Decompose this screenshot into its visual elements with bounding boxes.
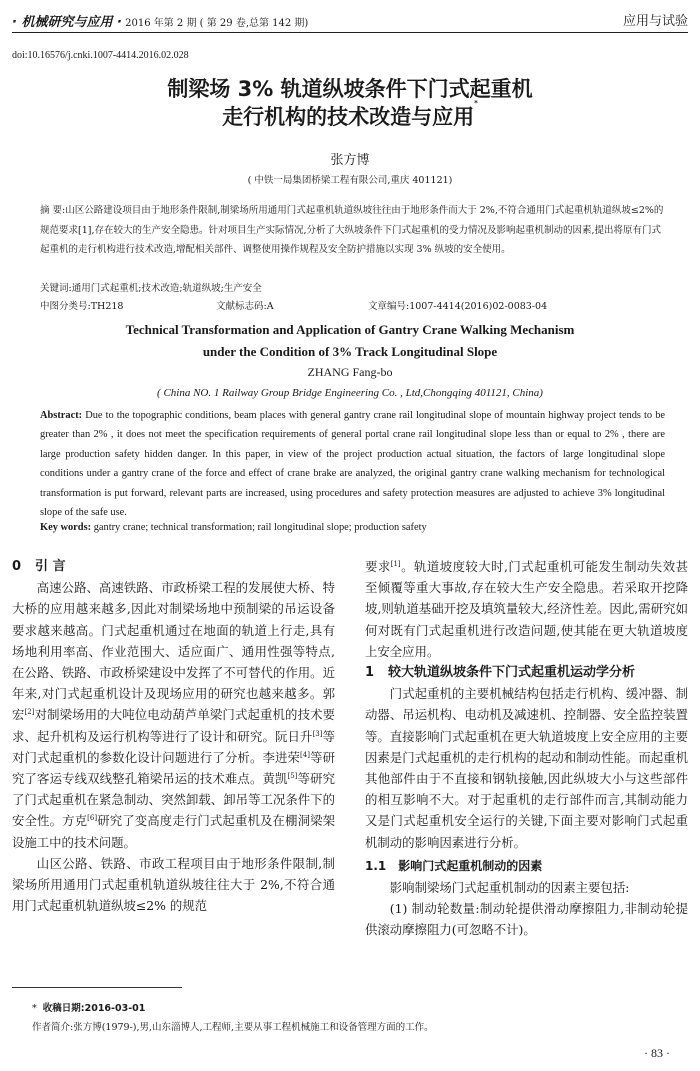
abstract-en xyxy=(40,406,665,522)
paragraph: 门式起重机的主要机械结构包括走行机构、缓冲器、制动器、吊运机构、电动机及减速机、控制器、安全监控装置等。直接影响门式起重机在更大轨道坡度上安全应用的主要因素是门式起重机的走行机构的起动和制动性能。而起重机其他部件由于不直接和钢轨接触,因此纵坡大小与这些部件的相互影响不大。对于起重机的走行部件而言,其制动能力又是门式起重机安全运行的关键,下面主要对影响门式起重机制动的影响因素进行分析。 xyxy=(365,686,688,850)
title-en-line2: under the Condition of 3% Track Longitudinal Slope xyxy=(202,344,498,359)
section-title: 较大轨道纵坡条件下门式起重机运动学分析 xyxy=(388,665,636,681)
text: 。轨道坡度较大时,门式起重机可能发生制动失效甚至倾覆等重大事故,存在较大生产安全隐患。若采取开挖降坡,则轨道基础开挖及填筑量较大,经济性差。因此,需研究如何对既有门式起重机进行改造问题,使其能在更大轨道坡度上安全应用。 xyxy=(365,559,688,659)
affiliation-en: ( China NO. 1 Railway Group Bridge Engineering Co. , Ltd,Chongqing 401121, China) xyxy=(157,387,543,399)
abstract-cn: 摘 要:山区公路建设项目由于地形条件限制,制梁场所用通用门式起重机轨道纵坡往往由于地形条件而大于 2%,不符合通用门式起重机轨道纵坡≤2%的规范要求[1],存在较大的生产安全隐患。针对项目生产实际情况,分析了大纵坡条件下门式起重机的受力情况及影响起重机制动的因素,提出将原有门式起重机的走行机构进行技术改造,增配相关部件、调整使用操作规程及安全防护措施以实现 3% 纵坡的安全使用。 xyxy=(40,205,664,255)
journal-name: · 机械研究与应用 · xyxy=(12,15,122,30)
doi: doi:10.16576/j.cnki.1007-4414.2016.02.028 xyxy=(12,50,189,61)
text: 研究了变高度走行门式起重机及在棚洞梁架设施工中的技术问题。 xyxy=(12,813,336,850)
text: 要求 xyxy=(365,559,391,574)
right-column xyxy=(365,556,688,941)
footnote-author: 作者简介:张方博(1979-),男,山东淄博人,工程师,主要从事工程机械施工和设备管理方面的工作。 xyxy=(32,1022,434,1033)
paragraph: 山区公路、铁路、市政工程项目由于地形条件限制,制梁场所用通用门式起重机轨道纵坡往往大于 2%,不符合通用门式起重机轨道纵坡≤2% 的规范 xyxy=(12,855,335,914)
keywords-en-label: Key words: xyxy=(40,522,92,533)
title-en-line1: Technical Transformation and Application of Gantry Crane Walking Mechanism xyxy=(125,322,575,337)
citation: [2] xyxy=(24,708,35,717)
footnote-received xyxy=(32,1000,145,1014)
paragraph xyxy=(365,556,688,662)
citation: [4] xyxy=(300,750,310,759)
class-number: 中图分类号:TH218 xyxy=(40,301,124,312)
citation: [5] xyxy=(287,772,298,781)
title-cn-line2-text: 走行机构的技术改造与应用 xyxy=(222,105,475,129)
footnote-star: * xyxy=(32,1003,37,1014)
section-number: 0 xyxy=(12,559,22,574)
page-number: · 83 · xyxy=(644,1046,670,1060)
title-cn-line2 xyxy=(0,101,700,131)
paragraph: (1) 制动轮数量:制动轮提供滑动摩擦阻力,非制动轮提供滚动摩擦阻力(可忽略不计)。 xyxy=(365,901,688,938)
author-cn: 张方博 xyxy=(330,153,370,168)
section-heading-1 xyxy=(365,662,688,683)
keywords-en xyxy=(40,522,665,533)
citation: [3] xyxy=(312,729,323,738)
subsection-title: 影响门式起重机制动的因素 xyxy=(398,858,543,873)
subsection-heading-1-1 xyxy=(365,856,688,877)
text: 等研究了客运专线双线整孔箱梁吊运的技术难点。黄凯 xyxy=(12,749,336,787)
header-rule xyxy=(12,32,688,33)
keywords-en-text: gantry crane; technical transformation; rail longitudinal slope; production safety xyxy=(91,522,427,533)
affiliation-cn: ( 中铁一局集团桥梁工程有限公司,重庆 401121) xyxy=(247,175,453,186)
issue-info: 2016 年第 2 期 ( 第 29 卷,总第 142 期) xyxy=(125,18,309,29)
citation: [1] xyxy=(390,560,401,568)
article-number: 文章编号:1007-4414(2016)02-0083-04 xyxy=(368,301,548,312)
author-en: ZHANG Fang-bo xyxy=(307,365,393,379)
running-header xyxy=(12,8,688,30)
title-cn-line1: 制梁场 3% 轨道纵坡条件下门式起重机 xyxy=(167,77,533,101)
title-footnote-mark: * xyxy=(474,99,478,107)
citation: [6] xyxy=(87,814,98,823)
paragraph: 影响制梁场门式起重机制动的因素主要包括: xyxy=(389,880,630,896)
text: 等研究了门式起重机在紧急制动、突然卸载、卸吊等工况条件下的安全性。方克 xyxy=(12,771,336,829)
document-code: 文献标志码:A xyxy=(216,301,274,312)
text: 对制梁场用的大吨位电动葫芦单梁门式起重机的技术要求、起升机构及运行机构等进行了设计和研究。阮日升 xyxy=(12,707,336,744)
section-title: 引 言 xyxy=(35,559,66,574)
section-number: 1 xyxy=(365,665,375,681)
left-column xyxy=(12,556,335,916)
received-date: 收稿日期:2016-03-01 xyxy=(42,1003,146,1014)
text: 高速公路、高速铁路、市政桥梁工程的发展使大桥、特大桥的应用越来越多,因此对制梁场地中预制梁的吊运设备要求越来越高。门式起重机通过在地面的轨道上行走,具有场地利用率高、作业范围大、适应面广、通用性强等特点,在公路、铁路、市政桥梁建设中发挥了不可替代的作用。近年来,对门式起重机设计及现场应用的研究也越来越多。郭宏 xyxy=(12,580,335,723)
abstract-en-text: Due to the topographic conditions, beam places with general gantry crane rail longitudinal slope of mountain highway project tends to be greater than 2% , it does not meet the specification requirements of general portal crane rail longitudinal slope less than or equal to 2% , there are large production safety hidden danger. In this paper, in view of the project production actual situation, the factors of large longitudinal slope conditions under a gantry crane of the force and effect of crane brake are analyzed, the original gantry crane walking mechanism for technological transformation is put forward, relevant parts are increased, using procedures and safety protection measures are adjusted to achieve 3% longitudinal slope of the safe use. xyxy=(40,410,665,519)
journal-info xyxy=(12,11,308,30)
column-name: 应用与试验 xyxy=(622,14,688,29)
keywords-cn: 关键词:通用门式起重机;技术改造;轨道纵坡;生产安全 xyxy=(40,283,262,294)
footnote-rule xyxy=(12,987,182,988)
subsection-number: 1.1 xyxy=(365,858,387,873)
paragraph xyxy=(12,577,335,853)
text: 等对门式起重机的参数化设计问题进行了分析。李进荣 xyxy=(12,728,336,765)
abstract-en-label: Abstract: xyxy=(40,410,83,421)
section-heading-intro xyxy=(12,556,335,577)
